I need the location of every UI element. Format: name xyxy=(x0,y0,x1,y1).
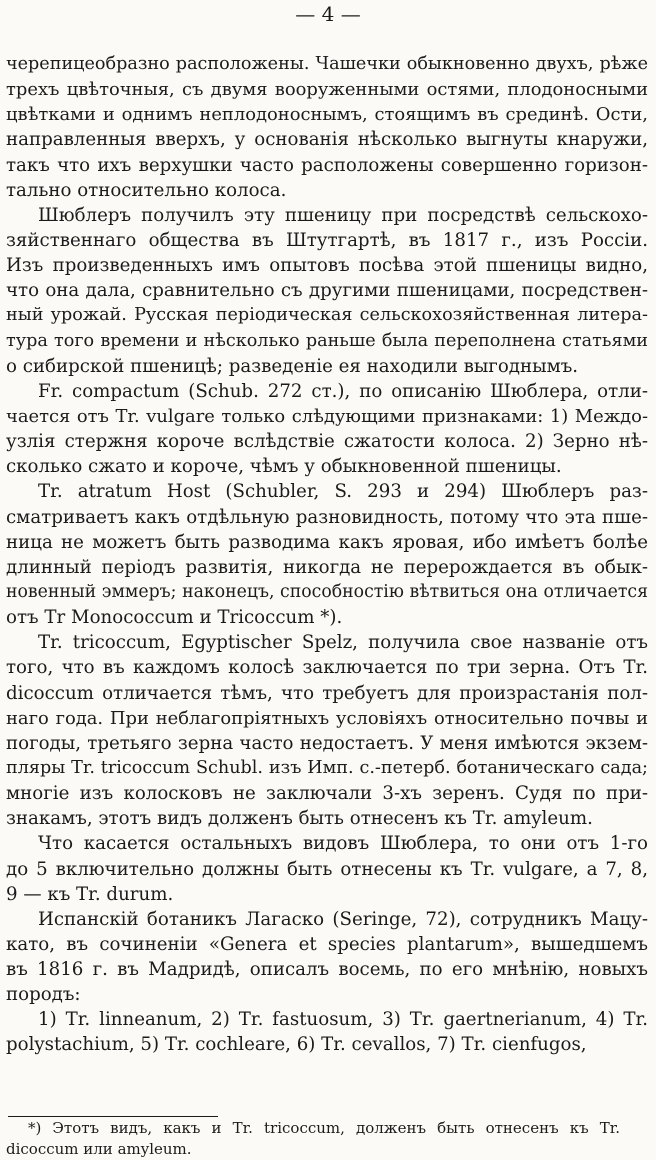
paragraph xyxy=(6,630,648,831)
text-line: Шюблеръ получилъ эту пшеницу при посредствѣ сельскохо- xyxy=(38,204,648,226)
page-number: — 4 — xyxy=(295,2,361,26)
text-line: направленныя вверхъ, у основанія нѣсколько выгнуты кнаружи, xyxy=(6,129,648,151)
text-line: въ 1816 г. въ Мадридѣ, описалъ восемь, по его мнѣнію, новыхъ xyxy=(6,959,648,981)
paragraph xyxy=(6,1007,648,1057)
text-line: 1) Tr. linneanum, 2) Tr. fastuosum, 3) Tr. gaertnerianum, 4) Tr. xyxy=(38,1009,648,1031)
paragraph xyxy=(6,52,648,203)
text-line: като, въ сочиненіи «Genera et species plantarum», вышедшемъ xyxy=(6,933,648,955)
text-line: сматриваетъ какъ отдѣльную разновидность, потому что эта пше- xyxy=(6,506,648,528)
text-line: такъ что ихъ верхушки часто расположены совершенно горизон- xyxy=(6,154,648,176)
text-line: Изъ произведенныхъ имъ опытовъ посѣва этой пшеницы видно, xyxy=(6,255,648,277)
footnote-divider xyxy=(8,1116,218,1117)
text-line: polystachium, 5) Tr. cochleare, 6) Tr. cevallos, 7) Tr. cienfugos, xyxy=(6,1034,587,1056)
paragraph xyxy=(6,831,648,906)
paragraph xyxy=(6,379,648,480)
text-line: dicoccum отличается тѣмъ, что требуетъ для произрастанія пол- xyxy=(6,682,648,704)
text-line: чается отъ Tr. vulgare только слѣдующими признаками: 1) Междо- xyxy=(6,405,648,427)
text-line: 9 — къ Tr. durum. xyxy=(6,883,174,905)
text-line: трехъ цвѣточныя, съ двумя вооруженными остями, плодоносными xyxy=(6,79,648,101)
paragraph xyxy=(6,479,648,630)
text-line: зяйственнаго общества въ Штутгартѣ, въ 1817 г., изъ Россіи. xyxy=(6,229,648,251)
text-line: тально относительно колоса. xyxy=(6,179,287,201)
text-line: до 5 включительно должны быть отнесены къ Tr. vulgare, а 7, 8, xyxy=(6,858,648,880)
text-line: узлія стержня короче вслѣдствіе сжатости колоса. 2) Зерно нѣ- xyxy=(6,431,648,453)
body-text xyxy=(6,52,648,1058)
text-line: отъ Tr Monococcum и Tricoccum *). xyxy=(6,607,343,629)
text-line: Что касается остальныхъ видовъ Шюблера, то они отъ 1-го xyxy=(38,833,648,855)
text-line: наго года. При неблагопріятныхъ условіяхъ относительно почвы и xyxy=(6,707,648,729)
footnote-line: *) Этотъ видъ, какъ и Tr. tricoccum, долженъ быть отнесенъ къ Tr. xyxy=(28,1119,620,1137)
text-line: того, что въ каждомъ колосѣ заключается по три зерна. Отъ Tr. xyxy=(6,657,648,679)
footnote xyxy=(6,1118,620,1160)
text-line: черепицеобразно расположены. Чашечки обыкновенно двухъ, рѣже xyxy=(6,54,648,74)
paragraph xyxy=(6,203,648,379)
text-line: длинный періодъ развитія, никогда не перерождается въ обык- xyxy=(6,556,648,578)
text-line: погоды, третьяго зерна часто недостаетъ. У меня имѣются экзем- xyxy=(6,732,648,754)
text-line: Tr. tricoccum, Egyptischer Spelz, получила свое названіе отъ xyxy=(38,632,648,654)
text-line: Tr. atratum Host (Schubler, S. 293 и 294) Шюблеръ раз- xyxy=(38,481,648,503)
text-line: что она дала, сравнительно съ другими пшеницами, посредствен- xyxy=(6,280,648,302)
text-line: знакамъ, этотъ видъ долженъ быть отнесенъ къ Tr. amyleum. xyxy=(6,808,593,830)
text-line: пляры Tr. tricoccum Schubl. изъ Имп. с.-петерб. ботаническаго сада; xyxy=(6,757,648,778)
text-line: породъ: xyxy=(6,984,81,1006)
text-line: Fr. compactum (Schub. 272 ст.), по описанію Шюблера, отли- xyxy=(38,380,648,402)
text-line: многіе изъ колосковъ не заключали 3-хъ зеренъ. Судя по при- xyxy=(6,783,648,805)
text-line: цвѣтками и однимъ неплодоноснымъ, стоящимъ въ срединѣ. Ости, xyxy=(6,104,648,126)
text-line: тура того времени и нѣсколько раньше была переполнена статьями xyxy=(6,330,648,351)
text-line: новенный эммеръ; наконецъ, способностію вѣтвиться она отличается xyxy=(6,581,648,602)
text-line: ный урожай. Русская періодическая сельскохозяйственная литера- xyxy=(6,305,648,326)
text-line: ница не можетъ быть разводима какъ яровая, ибо имѣетъ болѣе xyxy=(6,531,648,553)
paragraph xyxy=(6,907,648,1008)
footnote-line: dicoccum или amyleum. xyxy=(6,1140,192,1158)
text-line: о сибирской пшеницѣ; разведеніе ея находили выгоднымъ. xyxy=(6,355,579,377)
text-line: Испанскій ботаникъ Лагаско (Seringe, 72), сотрудникъ Мацу- xyxy=(38,908,648,930)
text-line: сколько сжато и короче, чѣмъ у обыкновенной пшеницы. xyxy=(6,456,562,478)
